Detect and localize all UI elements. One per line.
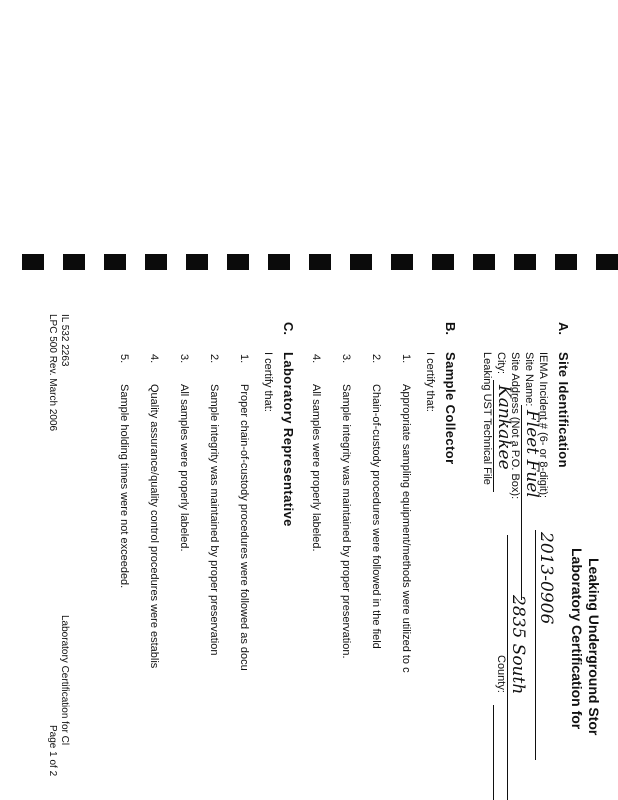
county-underline bbox=[493, 705, 494, 800]
c-item-num: 3. bbox=[178, 354, 190, 364]
c-item-text: Sample holding times were not exceeded. bbox=[118, 384, 130, 589]
doc-title-line2: Laboratory Certification for bbox=[569, 548, 585, 730]
section-b-letter: B. bbox=[443, 322, 458, 335]
city-value: Kankakee bbox=[494, 385, 514, 470]
section-a-letter: A. bbox=[556, 322, 571, 335]
section-c-certify: I certify that: bbox=[262, 352, 274, 412]
incident-value: 2013-0906 bbox=[536, 532, 556, 625]
form-revision: LPC 500 Rev. March 2006 bbox=[47, 314, 58, 432]
doc-title-line1: Leaking Underground Stor bbox=[586, 558, 602, 736]
c-item-num: 1. bbox=[238, 354, 250, 364]
page-number: Page 1 of 2 bbox=[47, 725, 58, 777]
incident-label: IEMA Incident # (6- or 8-digit): bbox=[537, 352, 549, 499]
b-item-num: 2. bbox=[370, 354, 382, 364]
city-label: City: bbox=[495, 352, 507, 374]
form-number: IL 532 2263 bbox=[59, 314, 70, 367]
section-a-title: Site Identification bbox=[556, 352, 571, 468]
b-item-text: Chain-of-custody procedures were followed in the field bbox=[370, 384, 382, 649]
c-item-num: 4. bbox=[148, 354, 160, 364]
c-item-text: All samples were properly labeled. bbox=[178, 384, 190, 552]
b-item-text: Appropriate sampling equipment/methods were utilized to c bbox=[400, 384, 412, 673]
site-name-underline bbox=[521, 405, 522, 600]
site-name-value: Fleet Fuel bbox=[522, 410, 542, 498]
section-c-letter: C. bbox=[281, 322, 296, 335]
footer-form-title: Laboratory Certification for Cl bbox=[59, 615, 70, 746]
section-c-title: Laboratory Representative bbox=[281, 352, 296, 527]
b-item-num: 1. bbox=[400, 354, 412, 364]
address-label: Site Address (Not a P.O. Box): bbox=[509, 352, 521, 500]
b-item-text: Sample integrity was maintained by proper preservation. bbox=[340, 384, 352, 659]
c-item-num: 5. bbox=[118, 354, 130, 364]
incident-underline bbox=[535, 530, 536, 760]
site-name-label: Site Name: bbox=[523, 352, 535, 407]
section-b-title: Sample Collector bbox=[443, 352, 458, 465]
b-item-num: 3. bbox=[340, 354, 352, 364]
county-label: County: bbox=[495, 655, 507, 693]
b-item-num: 4. bbox=[310, 354, 322, 364]
c-item-num: 2. bbox=[208, 354, 220, 364]
b-item-text: All samples were properly labeled. bbox=[310, 384, 322, 552]
address-value: 2835 South bbox=[508, 595, 528, 695]
c-item-text: Quality assurance/quality control procedures were establis bbox=[148, 384, 160, 669]
section-b-certify: I certify that: bbox=[424, 352, 436, 412]
address-underline bbox=[507, 535, 508, 800]
city-underline bbox=[493, 380, 494, 492]
technical-file-label: Leaking UST Technical File bbox=[481, 352, 493, 485]
c-item-text: Proper chain-of-custody procedures were followed as docu bbox=[238, 384, 250, 671]
c-item-text: Sample integrity was maintained by proper preservation bbox=[208, 384, 220, 656]
